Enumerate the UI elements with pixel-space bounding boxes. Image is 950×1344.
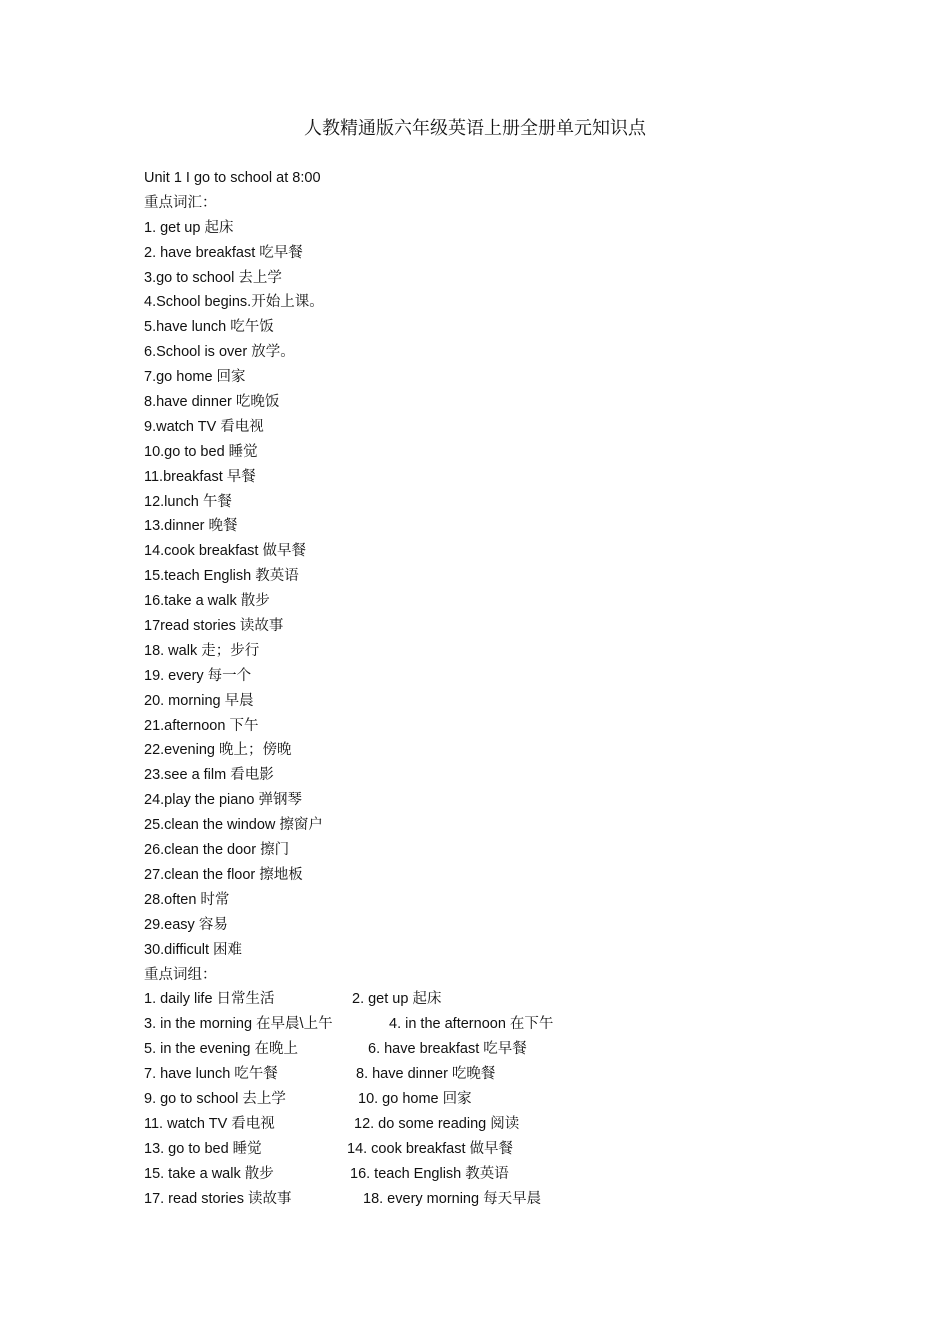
- phrase-left: 9. go to school 去上学: [144, 1090, 286, 1107]
- phrase-row: [144, 1037, 844, 1062]
- vocab-item: 27.clean the floor 擦地板: [144, 866, 303, 883]
- document-body: [144, 166, 844, 1211]
- phrase-row: [144, 1087, 844, 1112]
- vocab-item: 19. every 每一个: [144, 667, 252, 684]
- vocab-item: 13.dinner 晚餐: [144, 518, 238, 535]
- phrase-left: 17. read stories 读故事: [144, 1190, 292, 1207]
- vocab-item: 26.clean the door 擦门: [144, 842, 290, 859]
- vocab-item: 3.go to school 去上学: [144, 269, 282, 286]
- vocab-item: 10.go to bed 睡觉: [144, 443, 258, 460]
- vocab-item: 29.easy 容易: [144, 916, 228, 933]
- phrase-row: [144, 1012, 844, 1037]
- phrase-list: [144, 987, 844, 1211]
- vocab-item: 28.often 时常: [144, 891, 230, 908]
- phrase-left: 13. go to bed 睡觉: [144, 1140, 262, 1157]
- phrase-right: 8. have dinner 吃晚餐: [356, 1066, 496, 1083]
- vocab-item: 15.teach English 教英语: [144, 568, 299, 585]
- vocab-item: 11.breakfast 早餐: [144, 468, 256, 485]
- vocab-item: 20. morning 早晨: [144, 692, 254, 709]
- vocab-item: 9.watch TV 看电视: [144, 418, 264, 435]
- vocab-item: 12.lunch 午餐: [144, 493, 232, 510]
- phrase-heading: 重点词组：: [144, 966, 217, 983]
- phrase-row: [144, 1187, 844, 1212]
- vocab-list: [144, 216, 844, 963]
- vocab-item: 30.difficult 困难: [144, 941, 243, 958]
- phrase-right: 4. in the afternoon 在下午: [389, 1016, 554, 1033]
- phrase-row: [144, 1062, 844, 1087]
- phrase-right: 16. teach English 教英语: [350, 1165, 509, 1182]
- phrase-right: 18. every morning 每天早晨: [363, 1190, 542, 1207]
- unit-heading: Unit 1 I go to school at 8:00: [144, 170, 321, 186]
- phrase-left: 15. take a walk 散步: [144, 1165, 274, 1182]
- phrase-left: 5. in the evening 在晚上: [144, 1041, 298, 1058]
- vocab-item: 21.afternoon 下午: [144, 717, 259, 734]
- phrase-right: 12. do some reading 阅读: [354, 1115, 520, 1132]
- phrase-right: 10. go home 回家: [358, 1090, 472, 1107]
- vocab-item: 5.have lunch 吃午饭: [144, 319, 274, 336]
- phrase-right: 14. cook breakfast 做早餐: [347, 1140, 514, 1157]
- vocab-item: 2. have breakfast 吃早餐: [144, 244, 303, 261]
- vocab-item: 18. walk 走；步行: [144, 642, 260, 659]
- page-title: 人教精通版六年级英语上册全册单元知识点: [304, 118, 646, 139]
- vocab-item: 24.play the piano 弹钢琴: [144, 792, 302, 809]
- phrase-row: [144, 1137, 844, 1162]
- vocab-item: 6.School is over 放学。: [144, 344, 295, 361]
- vocab-heading: 重点词汇：: [144, 194, 217, 211]
- phrase-left: 3. in the morning 在早晨\上午: [144, 1016, 333, 1033]
- vocab-item: 23.see a film 看电影: [144, 767, 274, 784]
- vocab-item: 1. get up 起床: [144, 219, 234, 236]
- vocab-item: 14.cook breakfast 做早餐: [144, 543, 306, 560]
- phrase-row: [144, 1162, 844, 1187]
- vocab-item: 16.take a walk 散步: [144, 593, 270, 610]
- vocab-item: 22.evening 晚上；傍晚: [144, 742, 292, 759]
- phrase-row: [144, 987, 844, 1012]
- phrase-right: 6. have breakfast 吃早餐: [368, 1041, 527, 1058]
- phrase-left: 7. have lunch 吃午餐: [144, 1066, 278, 1083]
- phrase-left: 1. daily life 日常生活: [144, 991, 275, 1008]
- vocab-item: 25.clean the window 擦窗户: [144, 817, 323, 834]
- vocab-item: 4.School begins.开始上课。: [144, 294, 324, 311]
- vocab-item: 17read stories 读故事: [144, 618, 284, 635]
- vocab-item: 7.go home 回家: [144, 369, 246, 386]
- phrase-row: [144, 1112, 844, 1137]
- vocab-item: 8.have dinner 吃晚饭: [144, 394, 280, 411]
- phrase-left: 11. watch TV 看电视: [144, 1115, 275, 1132]
- phrase-right: 2. get up 起床: [352, 991, 442, 1008]
